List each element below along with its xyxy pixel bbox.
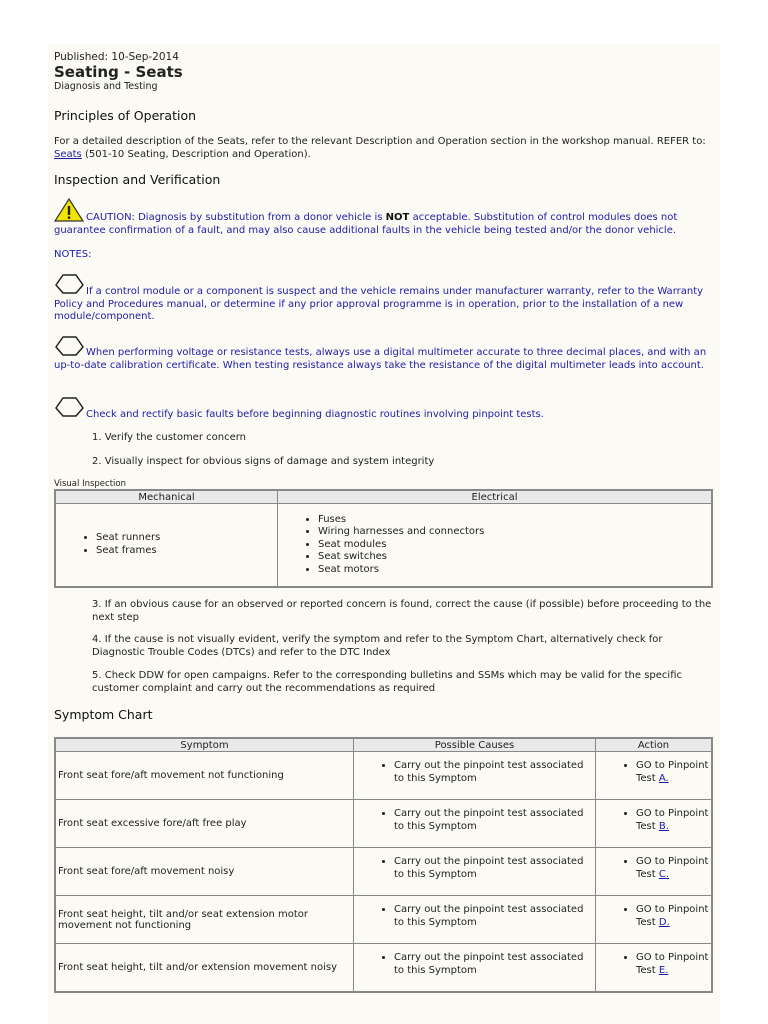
cause-cell	[354, 896, 596, 944]
document-page	[48, 44, 720, 1024]
notes-label: NOTES:	[54, 249, 92, 260]
cause-cell	[354, 848, 596, 896]
symptom-text: Front seat fore/aft movement not functioning	[58, 770, 284, 781]
pinpoint-test-link[interactable]: A.	[658, 772, 669, 784]
principles-text	[54, 136, 718, 161]
inspection-heading: Inspection and Verification	[54, 172, 221, 187]
note-1: If a control module or a component is suspect and the vehicle remains under manufacturer warranty, refer to the Warranty Policy and Procedures manual, or determine if any prior approval programme is in operation, prior to the installation of a new module/component.	[54, 286, 704, 322]
cause-text: • Carry out the pinpoint test associated to this Symptom	[394, 760, 593, 785]
electrical-item: • Seat motors	[318, 564, 709, 577]
action-text	[636, 904, 709, 929]
electrical-cell	[278, 504, 713, 587]
step-3: 3. If an obvious cause for an observed or reported concern is found, correct the cause (if possible) before proceeding to the next step	[92, 599, 712, 623]
electrical-item: • Fuses	[318, 514, 709, 527]
table-row	[55, 944, 712, 992]
symptom-chart-heading: Symptom Chart	[54, 707, 153, 722]
cause-cell	[354, 800, 596, 848]
action-cell	[596, 800, 713, 848]
published-date: Published: 10-Sep-2014	[54, 51, 179, 63]
visual-inspection-table	[54, 489, 713, 588]
cause-cell	[354, 752, 596, 800]
col-possible-causes: Possible Causes	[354, 738, 596, 752]
action-cell	[596, 752, 713, 800]
action-cell	[596, 944, 713, 992]
page-title: Seating - Seats	[54, 63, 183, 81]
visual-inspection-caption: Visual Inspection	[54, 479, 126, 489]
seats-link[interactable]: Seats	[54, 148, 82, 160]
table-row	[55, 800, 712, 848]
symptom-cell	[55, 896, 354, 944]
action-cell	[596, 848, 713, 896]
cause-text: • Carry out the pinpoint test associated to this Symptom	[394, 856, 593, 881]
electrical-item: • Seat switches	[318, 551, 709, 564]
col-mechanical: Mechanical	[55, 490, 278, 504]
action-label: GO to Pinpoint Test	[636, 856, 709, 880]
pinpoint-test-link[interactable]: B.	[658, 820, 669, 832]
electrical-item: • Wiring harnesses and connectors	[318, 526, 709, 539]
action-label: GO to Pinpoint Test	[636, 904, 709, 928]
cause-text: • Carry out the pinpoint test associated to this Symptom	[394, 904, 593, 929]
action-cell	[596, 896, 713, 944]
note-2: When performing voltage or resistance tests, always use a digital multimeter accurate to three decimal places, and with an up-to-date calibration certificate. When testing resistance always take the resistance of the digital multimeter leads into account.	[54, 347, 707, 371]
mechanical-item: • Seat runners	[96, 532, 275, 545]
action-text	[636, 856, 709, 881]
table-row	[55, 752, 712, 800]
principles-text-after: (501-10 Seating, Description and Operation).	[84, 148, 311, 160]
symptom-text: Front seat height, tilt and/or seat extension motor movement not functioning	[58, 908, 308, 931]
electrical-list	[280, 514, 709, 577]
pinpoint-test-link[interactable]: E.	[658, 964, 669, 976]
step-2: 2. Visually inspect for obvious signs of damage and system integrity	[92, 456, 435, 467]
table-row	[55, 848, 712, 896]
action-label: GO to Pinpoint Test	[636, 952, 709, 976]
col-electrical: Electrical	[278, 490, 713, 504]
symptom-cell	[55, 944, 354, 992]
step-1: 1. Verify the customer concern	[92, 432, 247, 443]
page-subtitle: Diagnosis and Testing	[54, 81, 158, 92]
caution-prefix: CAUTION: Diagnosis by substitution from a donor vehicle is	[86, 212, 383, 223]
pinpoint-test-link[interactable]: D.	[658, 916, 670, 928]
step-5: 5. Check DDW for open campaigns. Refer to the corresponding bulletins and SSMs which may be valid for the specific customer complaint and carry out the recommendations as required	[92, 670, 682, 694]
symptom-text: Front seat excessive fore/aft free play	[58, 818, 247, 829]
principles-heading: Principles of Operation	[54, 108, 197, 123]
symptom-chart-table	[54, 737, 713, 993]
action-text	[636, 760, 709, 785]
symptom-text: Front seat fore/aft movement noisy	[58, 866, 235, 877]
action-label: GO to Pinpoint Test	[636, 808, 709, 832]
action-text	[636, 808, 709, 833]
symptom-cell	[55, 800, 354, 848]
mechanical-list	[58, 532, 275, 557]
symptom-cell	[55, 848, 354, 896]
principles-text-before: For a detailed description of the Seats, refer to the relevant Description and Operation section in the workshop manual. REFER to:	[54, 136, 706, 147]
caution-suffix: acceptable. Substitution of control modules does not guarantee confirmation of a fault, and may also cause additional faults in the vehicle being tested and/or the donor vehicle.	[54, 212, 678, 236]
note-3: Check and rectify basic faults before beginning diagnostic routines involving pinpoint tests.	[86, 409, 544, 420]
pinpoint-test-link[interactable]: C.	[658, 868, 670, 880]
col-action: Action	[596, 738, 713, 752]
table-row	[55, 896, 712, 944]
col-symptom: Symptom	[55, 738, 354, 752]
cause-cell	[354, 944, 596, 992]
step-4: 4. If the cause is not visually evident, verify the symptom and refer to the Symptom Chart, alternatively check for Diagnostic Trouble Codes (DTCs) and refer to the DTC Index	[92, 634, 663, 658]
cause-text: • Carry out the pinpoint test associated to this Symptom	[394, 808, 593, 833]
cause-text: • Carry out the pinpoint test associated to this Symptom	[394, 952, 593, 977]
mechanical-cell	[55, 504, 278, 587]
electrical-item: • Seat modules	[318, 539, 709, 552]
action-text	[636, 952, 709, 977]
caution-bold: NOT	[385, 212, 410, 223]
mechanical-item: • Seat frames	[96, 545, 275, 558]
action-label: GO to Pinpoint Test	[636, 760, 709, 784]
symptom-text: Front seat height, tilt and/or extension movement noisy	[58, 961, 338, 973]
caution-text	[54, 212, 718, 237]
symptom-cell	[55, 752, 354, 800]
